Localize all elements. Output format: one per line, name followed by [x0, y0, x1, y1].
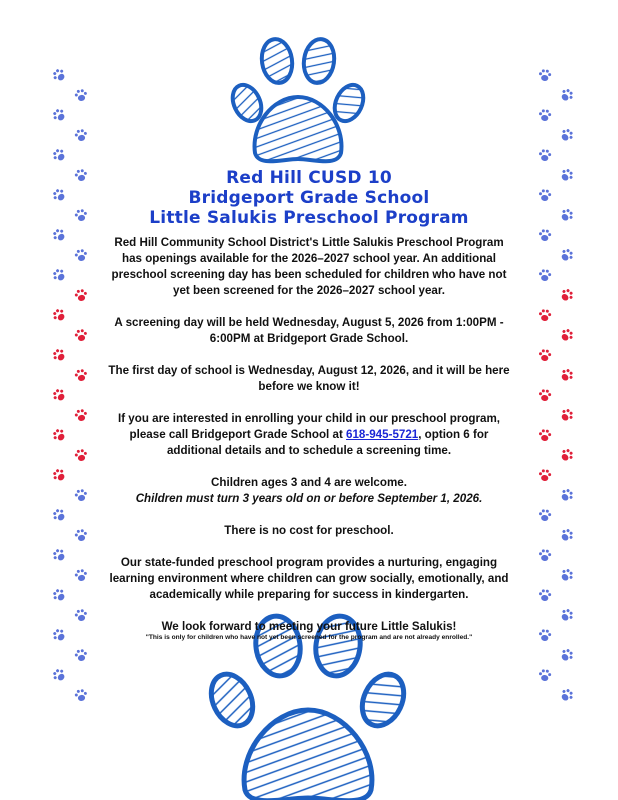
small-paw-icon	[74, 528, 88, 542]
small-paw-icon	[52, 588, 66, 602]
small-paw-icon	[560, 248, 574, 262]
top-paw-icon	[225, 35, 370, 165]
small-paw-icon	[52, 468, 66, 482]
small-paw-icon	[52, 668, 66, 682]
small-paw-icon	[52, 628, 66, 642]
enroll-text-end: , option 6 for additional details and to schedule a screening time.	[166, 428, 489, 457]
small-paw-icon	[560, 568, 574, 582]
small-paw-icon	[74, 408, 88, 422]
small-paw-icon	[560, 608, 574, 622]
small-paw-icon	[74, 448, 88, 462]
age-rule-text: Children must turn 3 years old on or before September 1, 2026.	[135, 492, 483, 505]
small-paw-icon	[74, 648, 88, 662]
small-paw-icon	[538, 668, 552, 682]
title-school: Bridgeport Grade School	[188, 188, 430, 208]
small-paw-icon	[538, 68, 552, 82]
small-paw-icon	[560, 408, 574, 422]
small-paw-icon	[538, 388, 552, 402]
small-paw-icon	[560, 528, 574, 542]
small-paw-icon	[52, 348, 66, 362]
title-district: Red Hill CUSD 10	[226, 168, 392, 188]
small-paw-icon	[560, 648, 574, 662]
screening-paragraph: A screening day will be held Wednesday, August 5, 2026 from 1:00PM - 6:00PM at Bridgeport Grade School.	[114, 316, 504, 345]
small-paw-icon	[52, 268, 66, 282]
small-paw-icon	[74, 368, 88, 382]
small-paw-icon	[538, 108, 552, 122]
small-paw-icon	[538, 468, 552, 482]
small-paw-icon	[52, 548, 66, 562]
small-paw-icon	[560, 368, 574, 382]
small-paw-icon	[538, 348, 552, 362]
small-paw-icon	[538, 628, 552, 642]
ages-paragraph	[105, 475, 513, 507]
small-paw-icon	[52, 388, 66, 402]
flyer-body	[105, 235, 513, 658]
small-paw-icon	[560, 288, 574, 302]
small-paw-icon	[74, 688, 88, 702]
small-paw-icon	[52, 148, 66, 162]
small-paw-icon	[560, 688, 574, 702]
phone-link[interactable]: 618-945-5721	[346, 428, 419, 441]
small-paw-icon	[560, 328, 574, 342]
program-paragraph: Our state-funded preschool program provides a nurturing, engaging learning environment where children can grow socially, emotionally, and academically while preparing for success in kindergarten.	[109, 556, 509, 601]
small-paw-icon	[74, 608, 88, 622]
closing-line: We look forward to meeting your future Little Salukis!	[161, 620, 457, 633]
small-paw-icon	[560, 488, 574, 502]
small-paw-icon	[538, 508, 552, 522]
small-paw-icon	[74, 568, 88, 582]
enroll-paragraph	[105, 411, 513, 459]
small-paw-icon	[74, 488, 88, 502]
eligibility-note: "This is only for children who have not yet been screened for the program and are not already enrolled."	[145, 634, 473, 641]
small-paw-icon	[538, 148, 552, 162]
small-paw-icon	[52, 68, 66, 82]
small-paw-icon	[538, 268, 552, 282]
small-paw-icon	[560, 128, 574, 142]
title-program: Little Salukis Preschool Program	[149, 208, 469, 228]
small-paw-icon	[538, 428, 552, 442]
small-paw-icon	[52, 108, 66, 122]
small-paw-icon	[52, 228, 66, 242]
cost-paragraph: There is no cost for preschool.	[224, 524, 394, 537]
page-title	[0, 168, 618, 228]
small-paw-icon	[52, 308, 66, 322]
small-paw-icon	[74, 248, 88, 262]
ages-text: Children ages 3 and 4 are welcome.	[211, 476, 407, 489]
small-paw-icon	[74, 328, 88, 342]
small-paw-icon	[74, 88, 88, 102]
small-paw-icon	[74, 128, 88, 142]
small-paw-icon	[52, 428, 66, 442]
small-paw-icon	[538, 588, 552, 602]
small-paw-icon	[538, 308, 552, 322]
small-paw-icon	[538, 228, 552, 242]
intro-paragraph: Red Hill Community School District's Little Salukis Preschool Program has openings available for the 2026–2027 school year. An additional preschool screening day has been scheduled for children who have not yet been screened for the 2026–2027 school year.	[111, 236, 507, 297]
small-paw-icon	[560, 88, 574, 102]
small-paw-icon	[74, 288, 88, 302]
small-paw-icon	[52, 508, 66, 522]
small-paw-icon	[560, 448, 574, 462]
enroll-text-start: If you are interested in enrolling your child in our preschool program, please call Bridgeport Grade School at	[117, 412, 500, 441]
first-day-paragraph: The first day of school is Wednesday, August 12, 2026, and it will be here before we know it!	[108, 364, 510, 393]
small-paw-icon	[538, 548, 552, 562]
